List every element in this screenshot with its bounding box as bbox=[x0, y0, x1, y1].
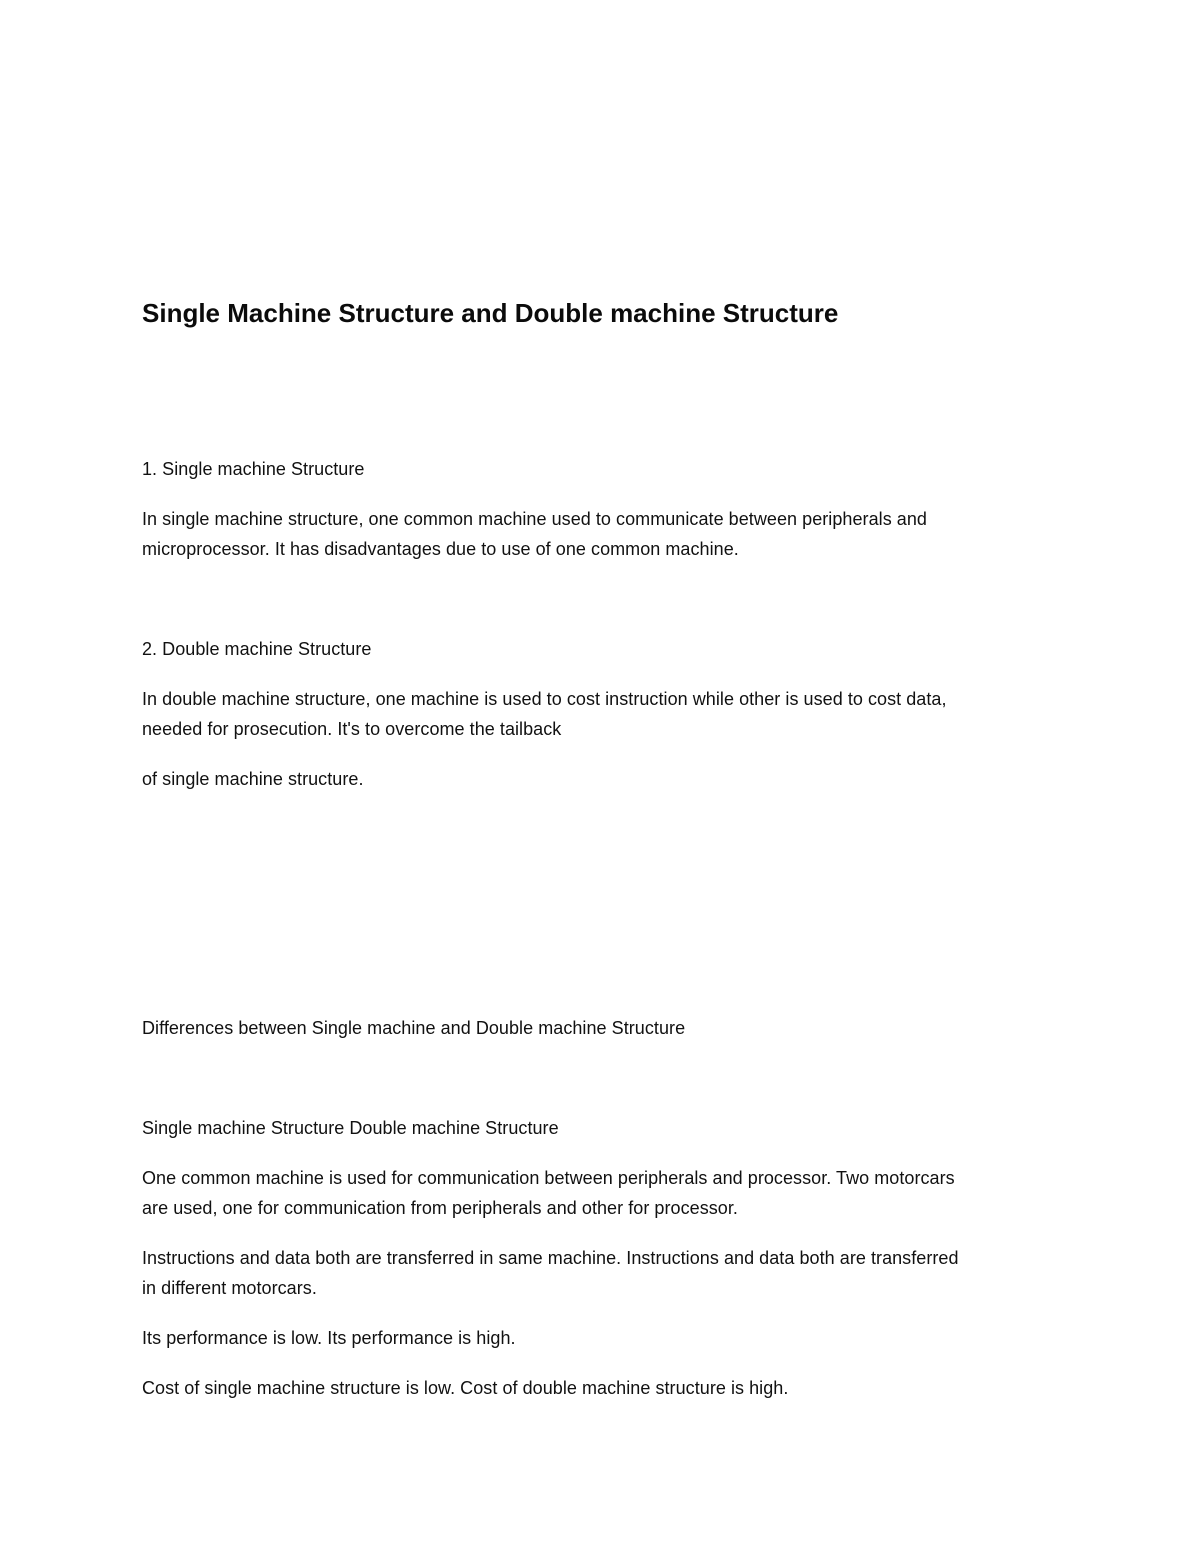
comparison-row-line: Its performance is low. Its performance is high. bbox=[142, 1328, 516, 1348]
section-heading-single: 1. Single machine Structure bbox=[142, 459, 365, 479]
paragraph-line: In single machine structure, one common machine used to communicate between peripherals and bbox=[142, 509, 927, 529]
paragraph-line: needed for prosecution. It's to overcome the tailback bbox=[142, 719, 562, 739]
paragraph-line: In double machine structure, one machine is used to cost instruction while other is used to cost data, bbox=[142, 689, 947, 709]
comparison-row-line: Cost of single machine structure is low. Cost of double machine structure is high. bbox=[142, 1378, 789, 1398]
comparison-row-line: are used, one for communication from peripherals and other for processor. bbox=[142, 1198, 738, 1218]
paragraph-line: microprocessor. It has disadvantages due to use of one common machine. bbox=[142, 539, 739, 559]
comparison-row-line: in different motorcars. bbox=[142, 1278, 317, 1298]
document-title: Single Machine Structure and Double machine Structure bbox=[142, 298, 839, 328]
paragraph-line: of single machine structure. bbox=[142, 769, 364, 789]
comparison-row-line: One common machine is used for communication between peripherals and processor. Two motorcars bbox=[142, 1168, 955, 1188]
differences-heading: Differences between Single machine and Double machine Structure bbox=[142, 1018, 686, 1038]
comparison-columns-line: Single machine Structure Double machine Structure bbox=[142, 1118, 559, 1138]
comparison-row-line: Instructions and data both are transferred in same machine. Instructions and data both are transferred bbox=[142, 1248, 959, 1268]
section-heading-double: 2. Double machine Structure bbox=[142, 639, 372, 659]
